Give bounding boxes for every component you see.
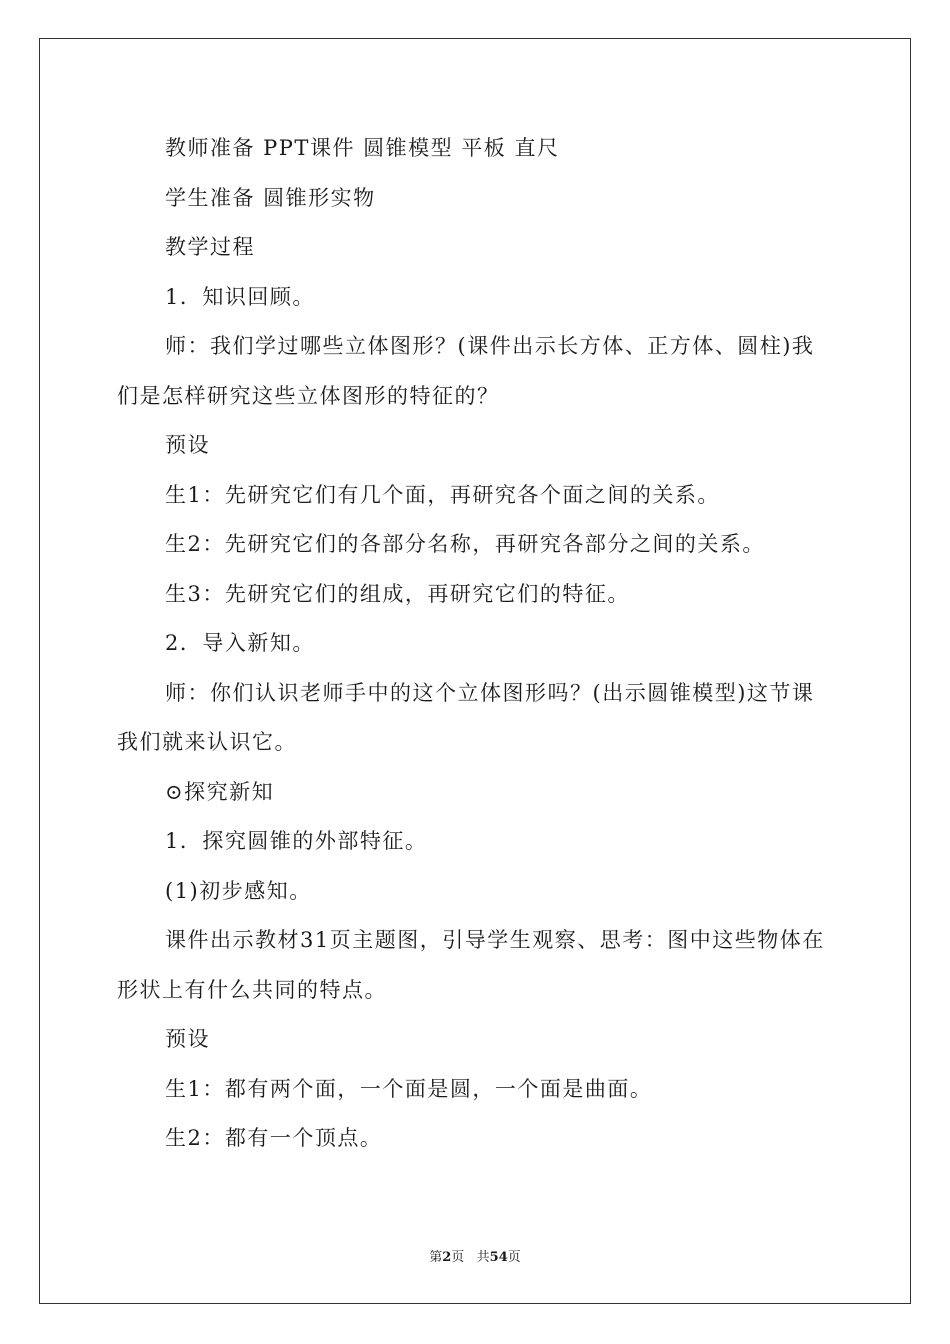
paragraph-intro-heading: 2．导入新知。 <box>165 631 315 655</box>
footer-suffix: 页 <box>507 1250 521 1265</box>
paragraph-explore-heading: ⊙探究新知 <box>165 779 275 804</box>
paragraph-student-1: 生1：先研究它们有几个面，再研究各个面之间的关系。 <box>165 482 720 507</box>
paragraph-student-1b: 生1：都有两个面，一个面是圆，一个面是曲面。 <box>165 1076 653 1101</box>
paragraph-initial-perception: (1)初步感知。 <box>165 878 312 903</box>
paragraph-student-prep: 学生准备 圆锥形实物 <box>165 185 376 210</box>
paragraph-teaching-process: 教学过程 <box>165 235 255 259</box>
footer-total-pages: 54 <box>489 1250 508 1265</box>
paragraph-preset: 预设 <box>165 433 210 457</box>
paragraph-teacher-prep: 教师准备 PPT课件 圆锥模型 平板 直尺 <box>165 136 560 160</box>
footer-prefix: 第 <box>429 1250 443 1265</box>
paragraph-preset-2: 预设 <box>165 1027 210 1051</box>
paragraph-review-heading: 1．知识回顾。 <box>165 284 315 309</box>
paragraph-student-3: 生3：先研究它们的组成，再研究它们的特征。 <box>165 581 630 606</box>
page-footer <box>0 1246 950 1265</box>
paragraph-teacher-question: 师：我们学过哪些立体图形？(课件出示长方体、正方体、圆柱)我们是怎样研究这些立体图形的特征的？ <box>117 334 815 408</box>
footer-current-page: 2 <box>442 1250 452 1265</box>
paragraph-courseware: 课件出示教材31页主题图，引导学生观察、思考：图中这些物体在形状上有什么共同的特点。 <box>117 928 825 1002</box>
paragraph-teacher-intro: 师：你们认识老师手中的这个立体图形吗？(出示圆锥模型)这节课我们就来认识它。 <box>117 680 815 754</box>
footer-middle: 页 共 <box>451 1250 490 1265</box>
paragraph-student-2: 生2：先研究它们的各部分名称，再研究各部分之间的关系。 <box>165 532 765 556</box>
document-body <box>117 124 835 1164</box>
paragraph-explore-features: 1．探究圆锥的外部特征。 <box>165 829 428 853</box>
paragraph-student-2b: 生2：都有一个顶点。 <box>165 1126 383 1150</box>
